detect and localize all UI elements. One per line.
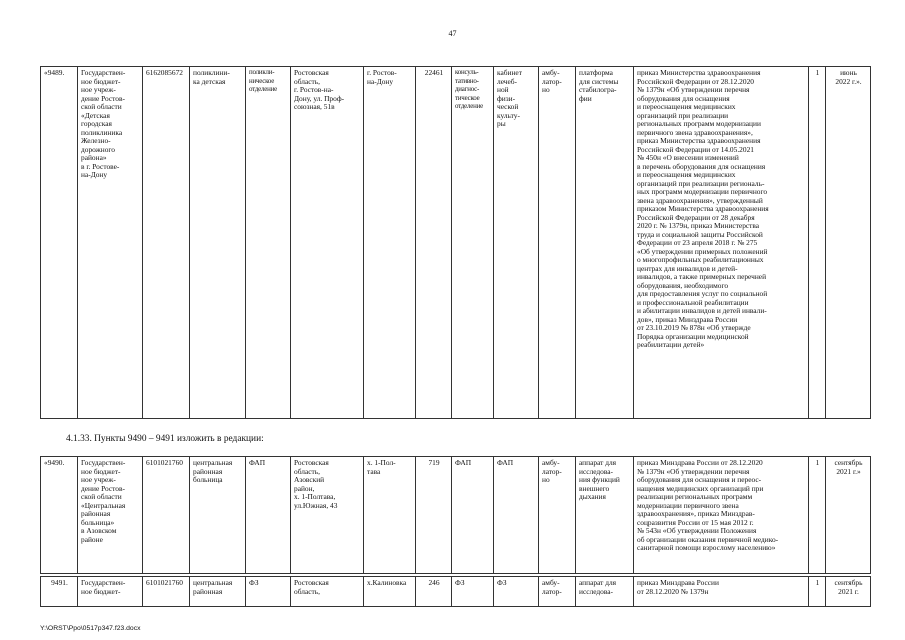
cell-department: ФАП — [452, 457, 494, 574]
cell-subdivision: поликли- ническое отделение — [246, 67, 291, 419]
cell-address: Ростовская область, г. Ростов-на- Дону, ул. Проф- союзная, 51в — [291, 67, 364, 419]
cell-subdivision: ФЗ — [246, 577, 291, 607]
cell-quantity: 1 — [809, 577, 826, 607]
cell-subdivision: ФАП — [246, 457, 291, 574]
cell-care: амбу- латор- но — [539, 457, 576, 574]
cell-code: 6162085672 — [143, 67, 190, 419]
cell-basis: приказ Минздрава России от 28.12.2020 № 1379н «Об утверждении перечня оборудования для оснащения и переос- нащения медицинских организаций при реализации региональных программ модернизации первичного звена здравоохранения», приказ Минздрав- соцразвития России от 15 мая 2012 г. № 543н «Об утверждении Положения об организации оказания первичной медико- санитарной помощи взрослому населению» — [634, 457, 809, 574]
cell-basis: приказ Минздрава России от 28.12.2020 № 1379н — [634, 577, 809, 607]
cell-quantity: 1 — [809, 67, 826, 419]
cell-organization: Государствен- ное бюджет- ное учреж- дение Ростов- ской области «Центральная районная больница» в Азовском районе — [78, 457, 143, 574]
cell-room: кабинет лечеб- ной физи- ческой культу- ры — [494, 67, 539, 419]
cell-number: «9489. — [41, 67, 78, 419]
cell-population: 719 — [416, 457, 452, 574]
cell-equipment: аппарат для исследова- ния функций внешнего дыхания — [576, 457, 634, 574]
cell-equipment: платформа для системы стабилогра- фии — [576, 67, 634, 419]
cell-address: Ростовская область, — [291, 577, 364, 607]
cell-locality: х. 1-Пол- тава — [364, 457, 416, 574]
cell-type: центральная районная — [190, 577, 246, 607]
file-path-footer: Y:\ORST\Ppo\0517p347.f23.docx — [40, 625, 141, 632]
cell-locality: х.Калиновка — [364, 577, 416, 607]
table-row-9489 — [40, 66, 871, 419]
cell-number: 9491. — [41, 577, 78, 607]
cell-date: июнь 2022 г.». — [826, 67, 871, 419]
cell-room: ФЗ — [494, 577, 539, 607]
cell-number: «9490. — [41, 457, 78, 574]
cell-quantity: 1 — [809, 457, 826, 574]
cell-date: сентябрь 2021 г.» — [826, 457, 871, 574]
cell-basis: приказ Министерства здравоохранения Российской Федерации от 28.12.2020 № 1379н «Об утверждении перечня оборудования для оснащения и переоснащения медицинских организаций при реализации региональных программ модернизации первичного звена здравоохранения», приказ Министерства здравоохранения Российской Федерации от 14.05.2021 № 450н «О внесении изменений в перечень оборудования для оснащения и переоснащения медицинских организаций при реализации региональ- ных программ модернизации первичного звена здравоохранения», утвержденный приказом Министерства здравоохранения Российской Федерации от 28 декабря 2020 г. № 1379н, приказ Министерства труда и социальной защиты Российской Федерации от 23 апреля 2018 г. № 275 «Об утверждении примерных положений о многопрофильных реабилитационных центрах для инвалидов и детей- инвалидов, а также примерных перечней оборудования, необходимого для предоставления услуг по социальной и профессиональной реабилитации и абилитации инвалидов и детей инвали- дов», приказ Минздрава России от 23.10.2019 № 878н «Об утвержде Порядка организации медицинской реабилитации детей» — [634, 67, 809, 419]
cell-department: ФЗ — [452, 577, 494, 607]
cell-population: 246 — [416, 577, 452, 607]
cell-room: ФАП — [494, 457, 539, 574]
cell-department: консуль- тативно- диагнос- тическое отделение — [452, 67, 494, 419]
cell-care: амбу- латор- но — [539, 67, 576, 419]
table-row-9491 — [40, 576, 871, 607]
cell-code: 6101021760 — [143, 457, 190, 574]
cell-date: сентябрь 2021 г. — [826, 577, 871, 607]
amendment-paragraph: 4.1.33. Пункты 9490 – 9491 изложить в редакции: — [66, 434, 264, 444]
cell-population: 22461 — [416, 67, 452, 419]
cell-code: 6101021760 — [143, 577, 190, 607]
cell-organization: Государствен- ное бюджет- ное учреж- дение Ростов- ской области «Детская городская поликлиника Железно- дорожного района» в г. Ростове- на-Дону — [78, 67, 143, 419]
table-row-9490 — [40, 456, 871, 574]
cell-equipment: аппарат для исследова- — [576, 577, 634, 607]
cell-locality: г. Ростов- на-Дону — [364, 67, 416, 419]
cell-care: амбу- латор- — [539, 577, 576, 607]
cell-type: центральная районная больница — [190, 457, 246, 574]
page-number: 47 — [448, 29, 457, 38]
cell-type: поликлини- ка детская — [190, 67, 246, 419]
cell-address: Ростовская область, Азовский район, х. 1-Полтава, ул.Южная, 43 — [291, 457, 364, 574]
cell-organization: Государствен- ное бюджет- — [78, 577, 143, 607]
